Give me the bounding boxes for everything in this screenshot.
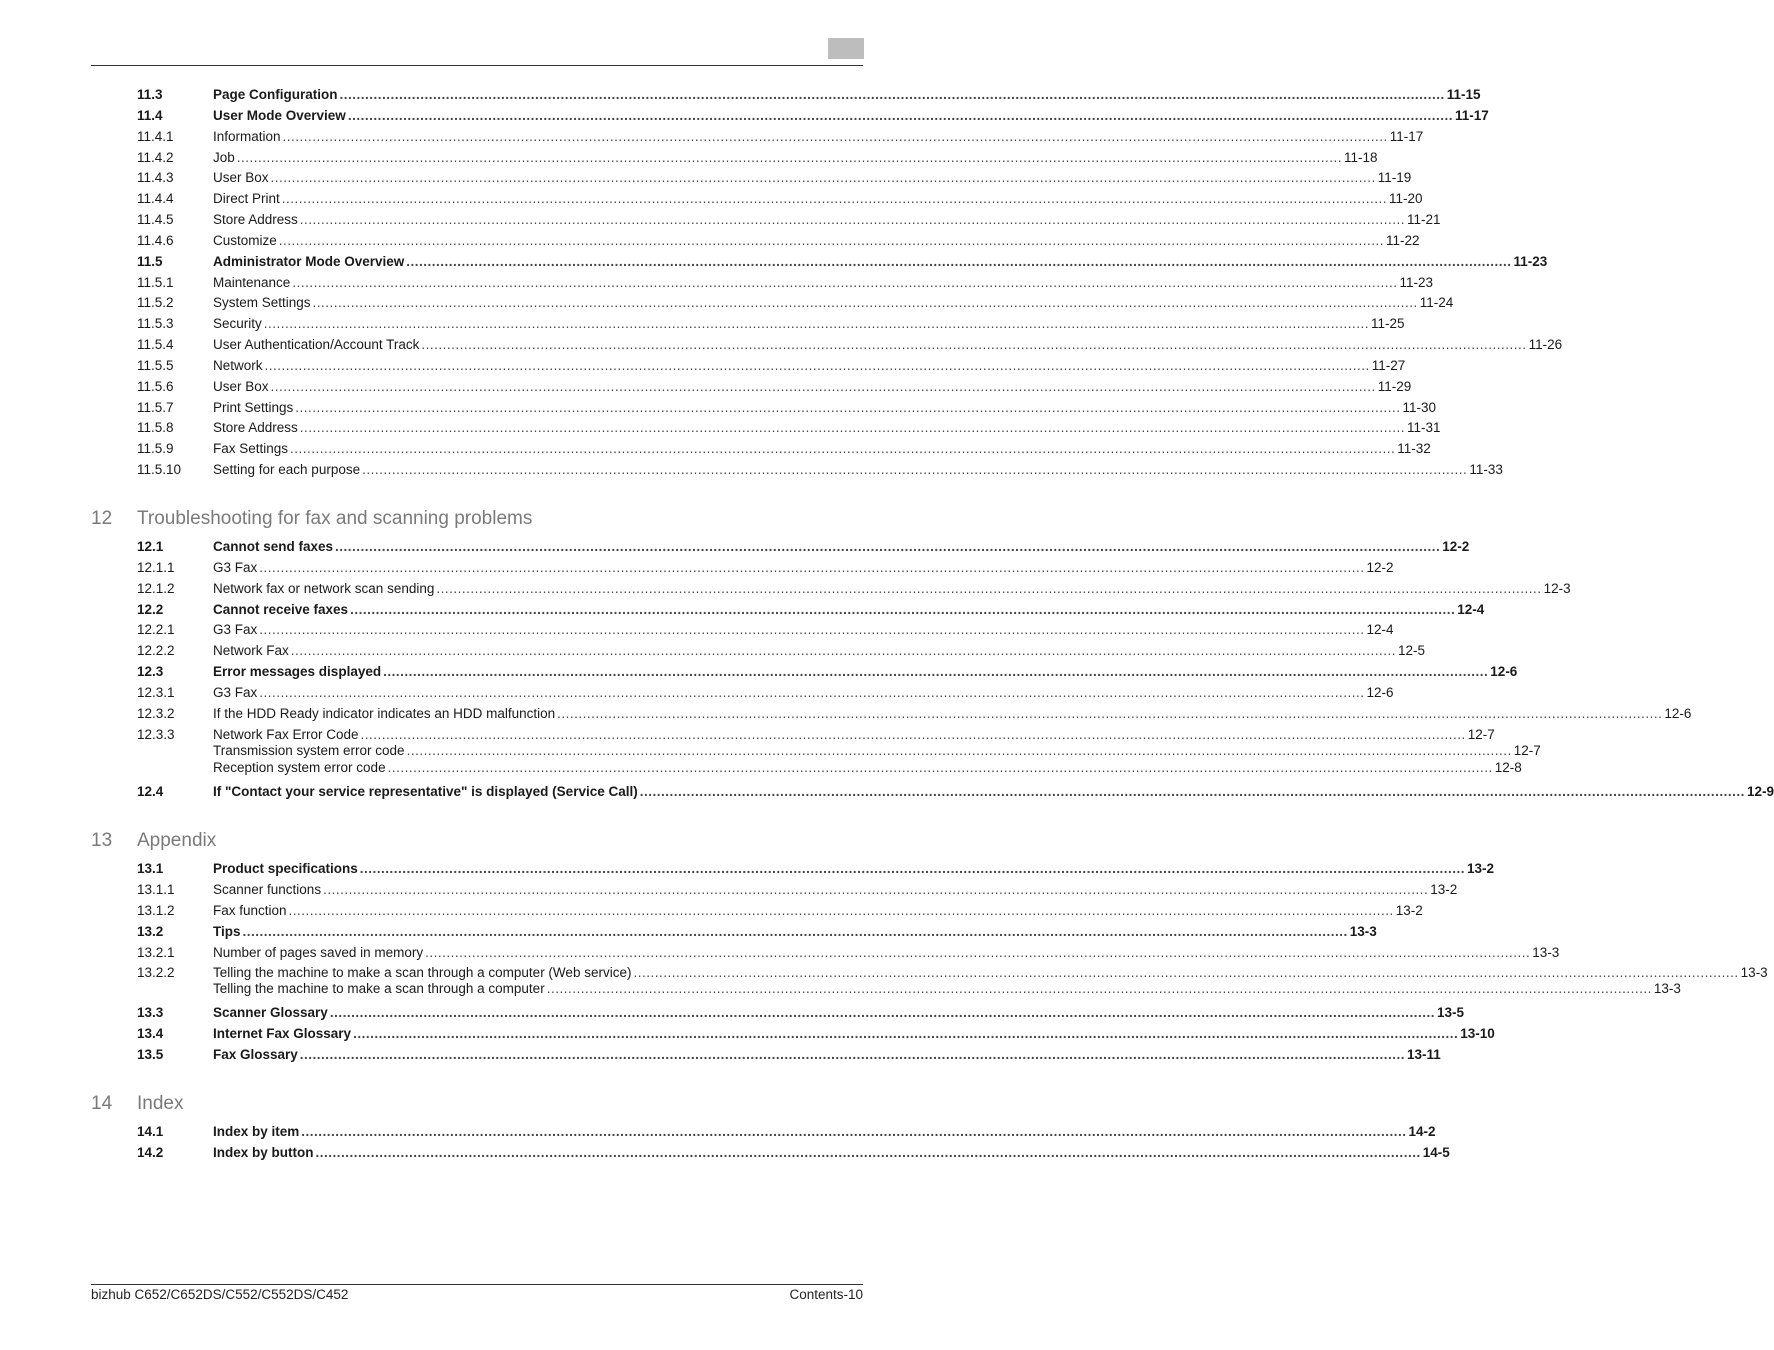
section-number: 11.5.9 <box>137 441 174 456</box>
page-reference: 12-6 <box>1664 706 1692 721</box>
section-title: Index by item <box>213 1124 300 1139</box>
dot-leader: .................................................................................................................................................................................................................................................................... <box>335 539 1441 554</box>
page-reference: 12-3 <box>1543 581 1571 596</box>
toc-entry[interactable] <box>137 944 1560 962</box>
section-number: 14.2 <box>137 1145 164 1160</box>
section-number: 12.3 <box>137 664 164 679</box>
page-reference: 11-25 <box>1370 316 1405 331</box>
section-title: Direct Print <box>213 191 280 206</box>
section-number: 12.1.2 <box>137 581 175 596</box>
dot-leader: .................................................................................................................................................................................................................................................................... <box>425 945 1531 960</box>
dot-leader: .................................................................................................................................................................................................................................................................... <box>353 1026 1459 1041</box>
page-reference: 11-18 <box>1343 150 1378 165</box>
dot-leader: .................................................................................................................................................................................................................................................................... <box>362 462 1468 477</box>
dot-leader: .................................................................................................................................................................................................................................................................... <box>290 643 1396 658</box>
section-title: If the HDD Ready indicator indicates an HDD malfunction <box>213 706 556 721</box>
dot-leader: .................................................................................................................................................................................................................................................................... <box>421 337 1527 352</box>
section-title: Cannot send faxes <box>213 539 334 554</box>
dot-leader: .................................................................................................................................................................................................................................................................... <box>236 150 1342 165</box>
section-title: Network Fax Error Code <box>213 727 359 742</box>
toc-entry[interactable] <box>137 881 1458 899</box>
page-reference: 12-6 <box>1490 664 1518 679</box>
toc-entry[interactable] <box>137 538 1470 556</box>
section-title: Index by button <box>213 1145 314 1160</box>
section-title: Security <box>213 316 262 331</box>
page-reference: 12-8 <box>1494 760 1522 775</box>
toc-entry[interactable] <box>137 169 1412 187</box>
toc-entry[interactable] <box>137 294 1454 312</box>
section-number: 12.1 <box>137 539 164 554</box>
dot-leader: .................................................................................................................................................................................................................................................................... <box>387 760 1493 775</box>
dot-leader: .................................................................................................................................................................................................................................................................... <box>339 87 1445 102</box>
chapter-title: Troubleshooting for fax and scanning problems <box>137 508 533 529</box>
section-title: Store Address <box>213 420 298 435</box>
section-number: 13.4 <box>137 1026 164 1041</box>
section-title: System Settings <box>213 295 311 310</box>
dot-leader: .................................................................................................................................................................................................................................................................... <box>360 727 1466 742</box>
page-reference: 11-19 <box>1377 170 1412 185</box>
section-number: 11.5.5 <box>137 358 174 373</box>
page-reference: 11-23 <box>1513 254 1548 269</box>
section-title: Store Address <box>213 212 298 227</box>
section-title: Network fax or network scan sending <box>213 581 435 596</box>
toc-entry[interactable] <box>137 742 1541 760</box>
toc-entry[interactable] <box>137 128 1424 146</box>
toc-entry[interactable] <box>137 1123 1436 1141</box>
toc-entry[interactable] <box>137 601 1485 619</box>
page-reference: 11-29 <box>1377 379 1412 394</box>
toc-entry[interactable] <box>137 274 1434 292</box>
section-number: 11.4.4 <box>137 191 174 206</box>
dot-leader: .................................................................................................................................................................................................................................................................... <box>299 420 1405 435</box>
section-title: Information <box>213 129 281 144</box>
section-number: 11.5.6 <box>137 379 174 394</box>
dot-leader: .................................................................................................................................................................................................................................................................... <box>639 784 1745 799</box>
section-number: 11.4.1 <box>137 129 174 144</box>
toc-entry[interactable] <box>137 399 1437 417</box>
page-reference: 14-5 <box>1422 1145 1450 1160</box>
section-number: 11.5.2 <box>137 295 174 310</box>
toc-entry[interactable] <box>137 336 1563 354</box>
toc-entry[interactable] <box>137 440 1431 458</box>
dot-leader: .................................................................................................................................................................................................................................................................... <box>259 560 1365 575</box>
page-corner-tab <box>828 38 864 59</box>
page-reference: 11-32 <box>1397 441 1431 456</box>
dot-leader: .................................................................................................................................................................................................................................................................... <box>406 743 1512 758</box>
section-title: Error messages displayed <box>213 664 382 679</box>
section-number: 11.5.8 <box>137 420 174 435</box>
section-number: 12.3.1 <box>137 685 175 700</box>
section-number: 13.5 <box>137 1047 164 1062</box>
page-reference: 11-24 <box>1419 295 1454 310</box>
section-number: 11.4.2 <box>137 150 174 165</box>
page-reference: 12-7 <box>1513 743 1541 758</box>
page-reference: 13-10 <box>1460 1026 1495 1041</box>
section-number: 11.3 <box>137 87 163 102</box>
toc-entry[interactable] <box>137 705 1692 723</box>
page-reference: 12-9 <box>1746 784 1774 799</box>
toc-entry[interactable] <box>137 759 1522 777</box>
dot-leader: .................................................................................................................................................................................................................................................................... <box>359 861 1465 876</box>
section-title: Scanner Glossary <box>213 1005 328 1020</box>
dot-leader: .................................................................................................................................................................................................................................................................... <box>259 622 1365 637</box>
dot-leader: .................................................................................................................................................................................................................................................................... <box>278 233 1384 248</box>
page-reference: 11-30 <box>1402 400 1437 415</box>
page-reference: 13-2 <box>1395 903 1423 918</box>
section-number: 13.2 <box>137 924 164 939</box>
section-number: 11.5.3 <box>137 316 174 331</box>
dot-leader: .................................................................................................................................................................................................................................................................... <box>295 400 1401 415</box>
dot-leader: .................................................................................................................................................................................................................................................................... <box>299 212 1405 227</box>
page-reference: 12-6 <box>1366 685 1394 700</box>
section-title: G3 Fax <box>213 622 258 637</box>
toc-entry[interactable] <box>137 357 1406 375</box>
dot-leader: .................................................................................................................................................................................................................................................................... <box>312 295 1418 310</box>
chapter-title: Index <box>137 1093 184 1114</box>
chapter-number: 13 <box>91 830 113 851</box>
chapter-number: 12 <box>91 508 113 529</box>
section-number: 13.1.1 <box>137 882 175 897</box>
dot-leader: .................................................................................................................................................................................................................................................................... <box>242 924 1348 939</box>
toc-entry[interactable] <box>137 378 1412 396</box>
section-number: 12.3.2 <box>137 706 175 721</box>
page-reference: 11-17 <box>1455 108 1489 123</box>
page-reference: 13-3 <box>1740 965 1768 980</box>
page-reference: 11-27 <box>1371 358 1406 373</box>
toc-entry[interactable] <box>137 419 1441 437</box>
section-title: Administrator Mode Overview <box>213 254 405 269</box>
section-title: Tips <box>213 924 241 939</box>
toc-entry[interactable] <box>137 783 1774 801</box>
section-number: 11.5.1 <box>137 275 174 290</box>
section-title: Fax Settings <box>213 441 289 456</box>
section-title: User Mode Overview <box>213 108 346 123</box>
section-title: Telling the machine to make a scan through a computer <box>213 981 545 996</box>
toc-entry[interactable] <box>137 86 1481 104</box>
dot-leader: .................................................................................................................................................................................................................................................................... <box>315 1145 1421 1160</box>
dot-leader: .................................................................................................................................................................................................................................................................... <box>292 275 1398 290</box>
toc-entry[interactable] <box>137 211 1441 229</box>
section-title: Maintenance <box>213 275 291 290</box>
dot-leader: .................................................................................................................................................................................................................................................................... <box>264 358 1370 373</box>
section-number: 12.3.3 <box>137 727 175 742</box>
dot-leader: .................................................................................................................................................................................................................................................................... <box>546 981 1652 996</box>
dot-leader: .................................................................................................................................................................................................................................................................... <box>347 108 1454 123</box>
section-title: Scanner functions <box>213 882 322 897</box>
footer-page-number: Contents-10 <box>789 1287 863 1302</box>
toc-entry[interactable] <box>137 923 1377 941</box>
section-number: 13.1 <box>137 861 164 876</box>
section-title: Internet Fax Glossary <box>213 1026 352 1041</box>
page-reference: 11-23 <box>1399 275 1434 290</box>
section-title: G3 Fax <box>213 560 258 575</box>
dot-leader: .................................................................................................................................................................................................................................................................... <box>350 602 1456 617</box>
page-reference: 13-3 <box>1653 981 1681 996</box>
footer-product: bizhub C652/C652DS/C552/C552DS/C452 <box>91 1287 349 1302</box>
dot-leader: .................................................................................................................................................................................................................................................................... <box>282 129 1388 144</box>
section-number: 11.5 <box>137 254 163 269</box>
section-number: 11.4.6 <box>137 233 174 248</box>
section-title: User Box <box>213 379 269 394</box>
section-title: Network <box>213 358 263 373</box>
dot-leader: .................................................................................................................................................................................................................................................................... <box>329 1005 1436 1020</box>
page-reference: 11-20 <box>1388 191 1423 206</box>
section-title: Telling the machine to make a scan through a computer (Web service) <box>213 965 632 980</box>
page-reference: 12-2 <box>1442 539 1470 554</box>
toc-entry[interactable] <box>137 860 1495 878</box>
toc-entry[interactable] <box>137 232 1420 250</box>
section-title: Page Configuration <box>213 87 338 102</box>
dot-leader: .................................................................................................................................................................................................................................................................... <box>263 316 1369 331</box>
footer-rule <box>91 1284 863 1285</box>
toc-entry[interactable] <box>137 663 1518 681</box>
chapter-title: Appendix <box>137 830 217 851</box>
chapter-number: 14 <box>91 1093 113 1114</box>
section-number: 12.2.1 <box>137 622 175 637</box>
toc-entry[interactable] <box>137 621 1394 639</box>
dot-leader: .................................................................................................................................................................................................................................................................... <box>290 441 1396 456</box>
section-number: 12.1.1 <box>137 560 175 575</box>
dot-leader: .................................................................................................................................................................................................................................................................... <box>288 903 1394 918</box>
section-number: 11.4.3 <box>137 170 174 185</box>
toc-entry[interactable] <box>137 149 1378 167</box>
section-number: 11.4.5 <box>137 212 174 227</box>
dot-leader: .................................................................................................................................................................................................................................................................... <box>301 1124 1407 1139</box>
section-title: Job <box>213 150 235 165</box>
page-reference: 11-21 <box>1407 212 1441 227</box>
page-reference: 12-2 <box>1366 560 1394 575</box>
section-number: 13.2.2 <box>137 965 175 980</box>
toc-entry[interactable] <box>137 1004 1465 1022</box>
page-reference: 12-4 <box>1366 622 1394 637</box>
toc-entry[interactable] <box>137 580 1571 598</box>
section-title: Number of pages saved in memory <box>213 945 424 960</box>
page-reference: 12-7 <box>1467 727 1495 742</box>
page-reference: 13-5 <box>1437 1005 1465 1020</box>
page-reference: 13-2 <box>1430 882 1458 897</box>
toc-entry[interactable] <box>137 107 1489 125</box>
section-number: 13.3 <box>137 1005 164 1020</box>
section-number: 12.2 <box>137 602 164 617</box>
section-title: Network Fax <box>213 643 289 658</box>
page-reference: 11-26 <box>1528 337 1563 352</box>
section-title: G3 Fax <box>213 685 258 700</box>
section-title: User Authentication/Account Track <box>213 337 420 352</box>
toc-entry[interactable] <box>137 461 1503 479</box>
section-number: 12.2.2 <box>137 643 175 658</box>
section-number: 13.1.2 <box>137 903 175 918</box>
page-reference: 12-5 <box>1397 643 1426 658</box>
page-reference: 11-22 <box>1385 233 1420 248</box>
section-title: Customize <box>213 233 277 248</box>
section-number: 13.2.1 <box>137 945 175 960</box>
section-title: Setting for each purpose <box>213 462 361 477</box>
page-reference: 11-17 <box>1389 129 1424 144</box>
toc-entry[interactable] <box>137 253 1548 271</box>
dot-leader: .................................................................................................................................................................................................................................................................... <box>406 254 1512 269</box>
section-title: Transmission system error code <box>213 743 405 758</box>
toc-entry[interactable] <box>137 1025 1495 1043</box>
dot-leader: .................................................................................................................................................................................................................................................................... <box>270 170 1376 185</box>
section-number: 11.5.7 <box>137 400 174 415</box>
section-number: 12.4 <box>137 784 164 799</box>
toc-entry[interactable] <box>137 1046 1441 1064</box>
page-reference: 11-33 <box>1469 462 1503 477</box>
page-reference: 13-11 <box>1407 1047 1441 1062</box>
section-title: Fax Glossary <box>213 1047 298 1062</box>
toc-entry[interactable] <box>137 315 1405 333</box>
toc-entry[interactable] <box>137 190 1423 208</box>
page-reference: 13-2 <box>1467 861 1495 876</box>
toc-entry[interactable] <box>137 980 1681 998</box>
toc-entry[interactable] <box>137 1144 1450 1162</box>
toc-entry[interactable] <box>137 684 1394 702</box>
toc-entry[interactable] <box>137 642 1426 660</box>
section-title: Fax function <box>213 903 287 918</box>
section-title: If "Contact your service representative" is displayed (Service Call) <box>213 784 638 799</box>
dot-leader: .................................................................................................................................................................................................................................................................... <box>383 664 1489 679</box>
dot-leader: .................................................................................................................................................................................................................................................................... <box>323 882 1429 897</box>
section-number: 11.5.10 <box>137 462 182 477</box>
section-number: 11.5.4 <box>137 337 174 352</box>
dot-leader: .................................................................................................................................................................................................................................................................... <box>259 685 1365 700</box>
section-number: 11.4 <box>137 108 163 123</box>
toc-entry[interactable] <box>137 559 1394 577</box>
header-rule <box>91 65 863 66</box>
dot-leader: .................................................................................................................................................................................................................................................................... <box>299 1047 1405 1062</box>
dot-leader: .................................................................................................................................................................................................................................................................... <box>633 965 1739 980</box>
section-title: User Box <box>213 170 269 185</box>
page-reference: 13-3 <box>1349 924 1377 939</box>
section-title: Reception system error code <box>213 760 386 775</box>
toc-entry[interactable] <box>137 902 1423 920</box>
dot-leader: .................................................................................................................................................................................................................................................................... <box>270 379 1376 394</box>
dot-leader: .................................................................................................................................................................................................................................................................... <box>281 191 1387 206</box>
page-reference: 14-2 <box>1408 1124 1436 1139</box>
section-title: Print Settings <box>213 400 294 415</box>
section-number: 14.1 <box>137 1124 164 1139</box>
page-reference: 11-31 <box>1407 420 1441 435</box>
page-reference: 12-4 <box>1457 602 1485 617</box>
page-reference: 13-3 <box>1532 945 1560 960</box>
page-reference: 11-15 <box>1446 87 1481 102</box>
section-title: Product specifications <box>213 861 358 876</box>
section-title: Cannot receive faxes <box>213 602 349 617</box>
dot-leader: .................................................................................................................................................................................................................................................................... <box>557 706 1663 721</box>
dot-leader: .................................................................................................................................................................................................................................................................... <box>436 581 1542 596</box>
